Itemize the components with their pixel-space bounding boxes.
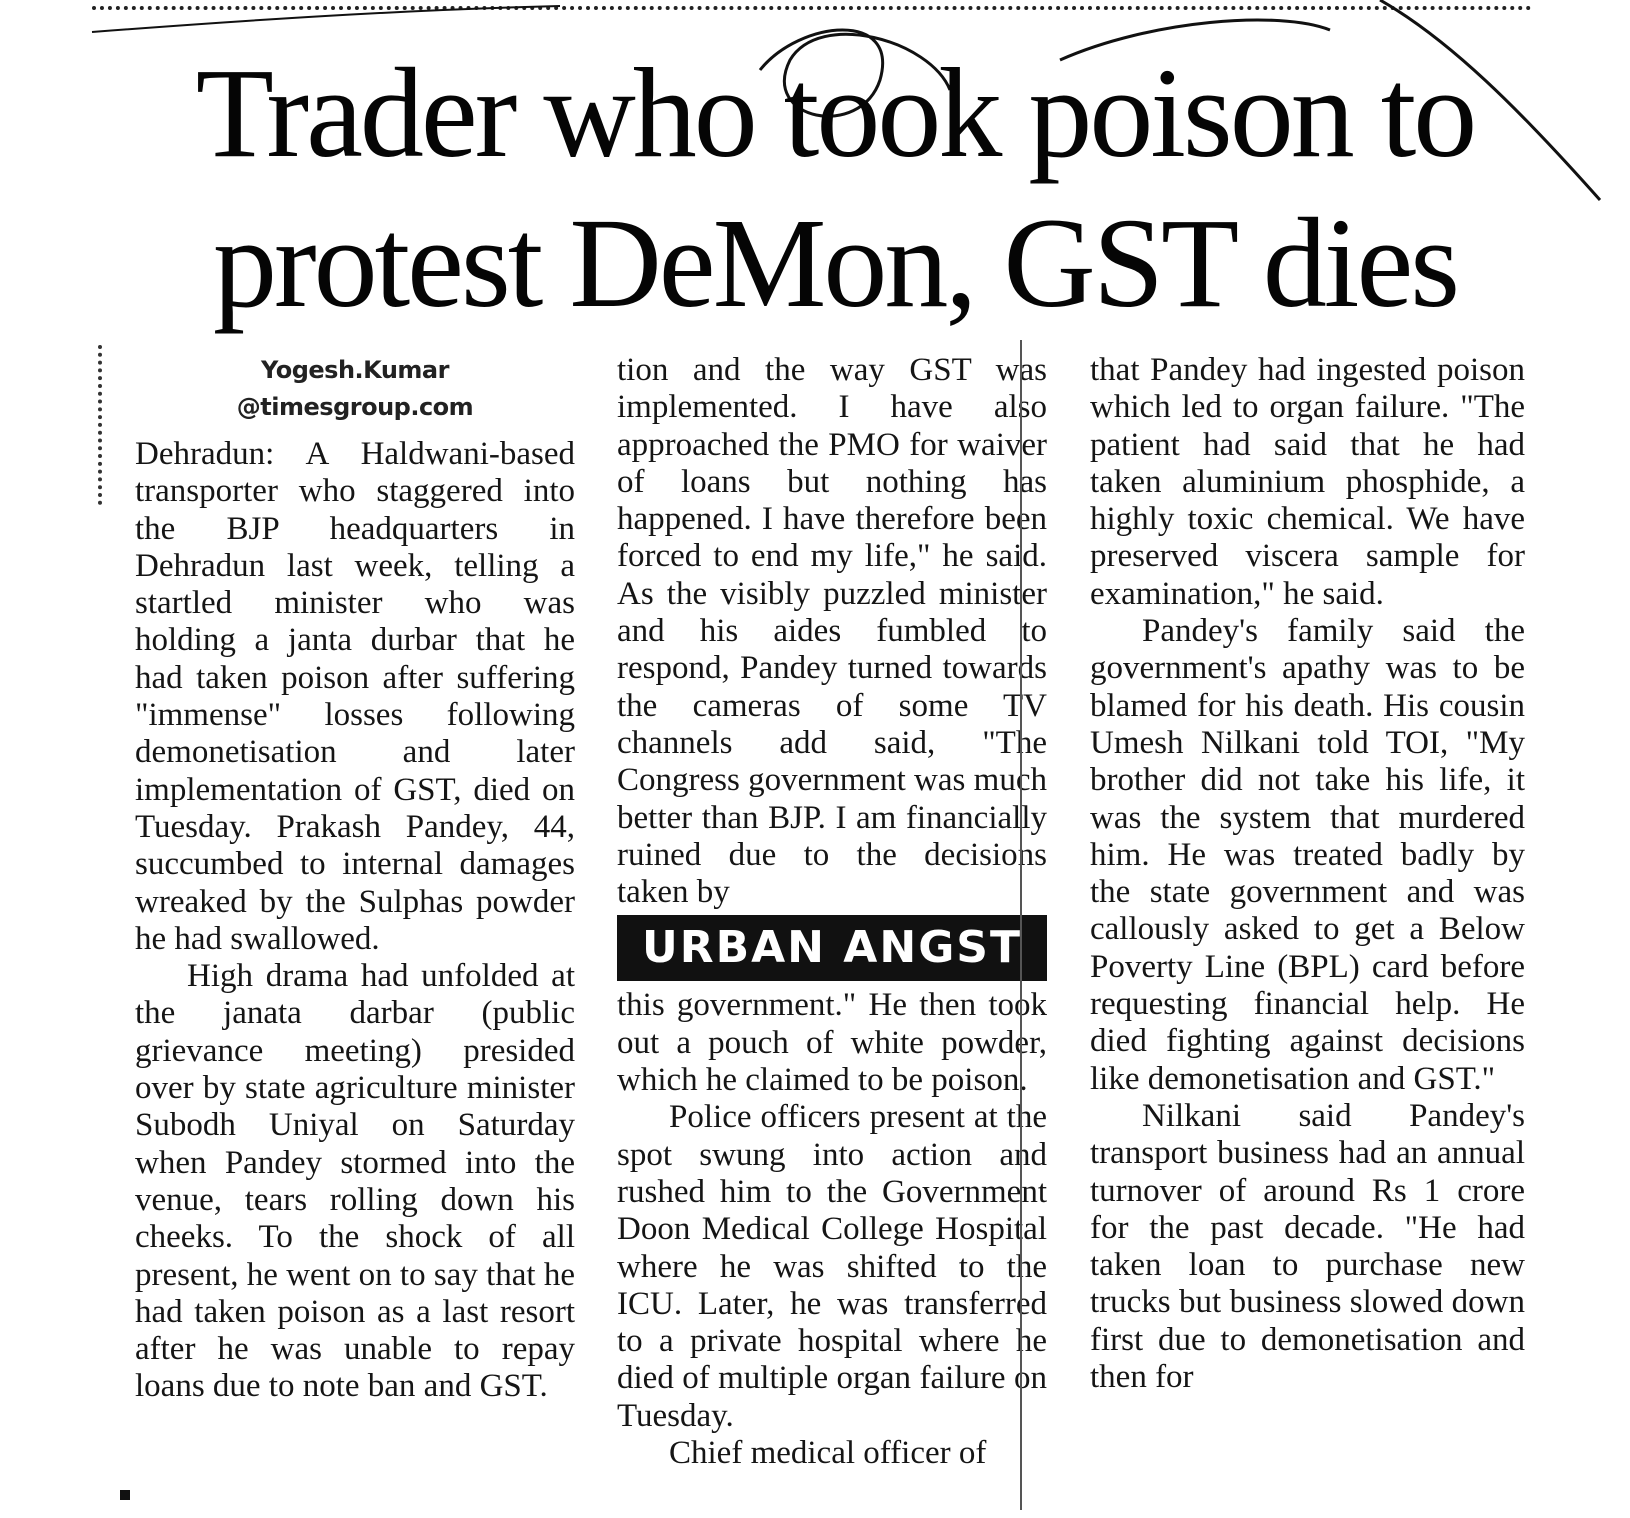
article-column-3 — [1090, 352, 1525, 1396]
headline: Trader who took poison to protest DeMon, GST dies — [195, 42, 1475, 334]
byline — [135, 352, 575, 426]
paragraph: Dehradun: A Haldwani-based transporter who staggered into the BJP headquarters in Dehradun last week, telling a startled minister who was holding a janta durbar that he had taken poison after suffering "immense" losses following demonetisation and later implementation of GST, died on Tuesday. Prakash Pandey, 44, succumbed to internal damages wreaked by the Sulphas powder he had swallowed. — [135, 436, 575, 957]
byline-email: @timesgroup.com — [236, 393, 474, 421]
column-crease-line — [1020, 340, 1022, 1510]
paragraph: tion and the way GST was implemented. I have also approached the PMO for waiver of loans but nothing has happened. I have therefore been forced to end my life," he said. As the visibly puzzled minister and his aides fumbled to respond, Pandey turned towards the cameras of some TV channels add said, "The Congress government was much better than BJP. I am financially ruined due to the decisions taken by — [617, 352, 1047, 911]
kicker-banner: URBAN ANGST — [617, 915, 1047, 981]
article-column-1 — [135, 352, 575, 1406]
paragraph: that Pandey had ingested poison which led to organ failure. "The patient had said that he had taken aluminium phosphide, a highly toxic chemical. We have preserved viscera sample for examination," he said. — [1090, 352, 1525, 612]
top-dotted-border — [92, 6, 1532, 10]
paragraph: Nilkani said Pandey's transport business had an annual turnover of around Rs 1 crore for the past decade. "He had taken loan to purchase new trucks but business slowed down first due to demonetisation and then for — [1090, 1097, 1525, 1396]
paragraph: Police officers present at the spot swung into action and rushed him to the Government Doon Medical College Hospital where he was shifted to the ICU. Later, he was transferred to a private hospital where he died of multiple organ failure on Tuesday. — [617, 1099, 1047, 1434]
article-column-2 — [617, 352, 1047, 1472]
paragraph: Pandey's family said the government's apathy was to be blamed for his death. His cousin Umesh Nilkani told TOI, "My brother did not take his life, it was the system that murdered him. He was treated badly by the state government and was callously asked to get a Below Poverty Line (BPL) card before requesting financial help. He died fighting against decisions like demonetisation and GST." — [1090, 613, 1525, 1097]
paragraph: High drama had unfolded at the janata darbar (public grievance meeting) presided over by state agriculture minister Subodh Uniyal on Saturday when Pandey stormed into the venue, tears rolling down his cheeks. To the shock of all present, he went on to say that he had taken poison as a last resort after he was unable to repay loans due to note ban and GST. — [135, 958, 575, 1405]
paragraph: this government." He then took out a pouch of white powder, which he claimed to be poison. — [617, 987, 1047, 1099]
paragraph: Chief medical officer of — [669, 1435, 987, 1472]
left-dotted-border — [98, 345, 102, 505]
byline-name: Yogesh.Kumar — [261, 356, 449, 384]
end-square-mark — [120, 1490, 130, 1500]
